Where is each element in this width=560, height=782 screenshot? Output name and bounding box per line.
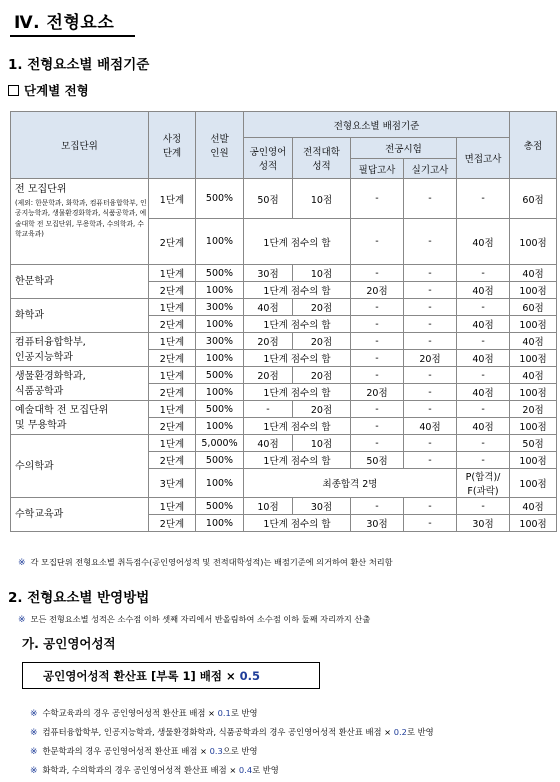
table-row bbox=[11, 333, 557, 350]
header-transfer: 전적대학 성적 bbox=[293, 138, 351, 179]
conversion-suffix: 로 반영 bbox=[252, 765, 279, 775]
conversion-text: 화학과, 수의학과의 경우 공인영어성적 환산표 배점 × bbox=[42, 765, 239, 775]
conversion-suffix: 로 반영 bbox=[406, 727, 434, 737]
total-cell: 40점 bbox=[510, 367, 557, 384]
asterisk-icon: ※ bbox=[18, 558, 26, 568]
practical-cell: - bbox=[404, 452, 457, 469]
table-row bbox=[11, 265, 557, 282]
total-cell: 100점 bbox=[510, 350, 557, 367]
total-cell: 40점 bbox=[510, 333, 557, 350]
stage-cell: 1단계 bbox=[149, 333, 196, 350]
header-english: 공인영어 성적 bbox=[244, 138, 293, 179]
interview-cell: - bbox=[457, 452, 510, 469]
conversion-suffix: 으로 반영 bbox=[222, 746, 258, 756]
unit-cell: 전 모집단위 (제외: 한문학과, 화학과, 컴퓨터융합학부, 인공지능학과, 생물환경화학과, 식품공학과, 예술대학 전 모집단위, 무용학과, 수의학과, 수학교육과) bbox=[11, 179, 149, 265]
table-footnote bbox=[18, 557, 393, 568]
conversion-item bbox=[30, 761, 556, 780]
transfer-cell: 10점 bbox=[293, 265, 351, 282]
practical-cell: - bbox=[404, 333, 457, 350]
total-cell: 60점 bbox=[510, 299, 557, 316]
interview-cell: - bbox=[457, 265, 510, 282]
stage-cell: 3단계 bbox=[149, 469, 196, 498]
interview-cell: 40점 bbox=[457, 219, 510, 265]
written-cell: - bbox=[351, 401, 404, 418]
table-row bbox=[11, 401, 557, 418]
written-cell: 50점 bbox=[351, 452, 404, 469]
total-cell: 50점 bbox=[510, 435, 557, 452]
interview-cell: - bbox=[457, 435, 510, 452]
header-written: 필답고사 bbox=[351, 159, 404, 179]
ratio-cell: 500% bbox=[196, 401, 244, 418]
heading-underline bbox=[10, 35, 135, 37]
english-cell: 50점 bbox=[244, 179, 293, 219]
conversion-text: 한문학과의 경우 공인영어성적 환산표 배점 × bbox=[42, 746, 210, 756]
transfer-cell: 20점 bbox=[293, 333, 351, 350]
total-cell: 100점 bbox=[510, 384, 557, 401]
stage-sum-cell: 1단계 점수의 합 bbox=[244, 350, 351, 367]
transfer-cell: 30점 bbox=[293, 498, 351, 515]
english-cell: 40점 bbox=[244, 435, 293, 452]
unit-cell: 수학교육과 bbox=[11, 498, 149, 532]
practical-cell: - bbox=[404, 282, 457, 299]
total-cell: 100점 bbox=[510, 418, 557, 435]
transfer-cell: 10점 bbox=[293, 179, 351, 219]
stage-sum-cell: 1단계 점수의 합 bbox=[244, 219, 351, 265]
formula-text: 공인영어성적 환산표 [부록 1] 배점 × bbox=[43, 669, 236, 683]
interview-cell: 40점 bbox=[457, 282, 510, 299]
ratio-cell: 100% bbox=[196, 282, 244, 299]
conversion-text: 컴퓨터융합학부, 인공지능학과, 생물환경화학과, 식품공학과의 경우 공인영어성적 환산표 배점 × bbox=[42, 727, 394, 737]
stage-sum-cell: 1단계 점수의 합 bbox=[244, 316, 351, 333]
interview-cell: P(합격)/ F(과락) bbox=[457, 469, 510, 498]
asterisk-icon: ※ bbox=[18, 615, 26, 625]
conversion-factor: 0.3 bbox=[209, 746, 223, 756]
written-cell: 20점 bbox=[351, 384, 404, 401]
english-cell: 30점 bbox=[244, 265, 293, 282]
conversion-list bbox=[30, 704, 556, 780]
practical-cell: - bbox=[404, 515, 457, 532]
ratio-cell: 500% bbox=[196, 367, 244, 384]
table-row bbox=[11, 179, 557, 219]
conversion-factor: 0.2 bbox=[393, 727, 407, 737]
rounding-note-text: 모든 전형요소별 성적은 소수점 이하 셋째 자리에서 반올림하여 소수점 이하 둘째 자리까지 산출 bbox=[30, 614, 371, 624]
unit-exclusion-note: (제외: 한문학과, 화학과, 컴퓨터융합학부, 인공지능학과, 생물환경화학과, 식품공학과, 예술대학 전 모집단위, 무용학과, 수의학과, 수학교육과) bbox=[15, 199, 147, 239]
ratio-cell: 100% bbox=[196, 469, 244, 498]
unit-cell: 한문학과 bbox=[11, 265, 149, 299]
total-cell: 100점 bbox=[510, 515, 557, 532]
header-major-exam: 전공시험 bbox=[351, 138, 457, 159]
footnote-text: 각 모집단위 전형요소별 취득점수(공인영어성적 및 전적대학성적)는 배점기준에 의거하여 환산 처리함 bbox=[30, 557, 393, 567]
written-cell: - bbox=[351, 367, 404, 384]
section-2-title: 2. 전형요소별 반영방법 bbox=[8, 590, 150, 606]
interview-cell: 40점 bbox=[457, 418, 510, 435]
ratio-cell: 500% bbox=[196, 452, 244, 469]
formula-value: 0.5 bbox=[239, 669, 260, 683]
written-cell: - bbox=[351, 299, 404, 316]
interview-cell: 40점 bbox=[457, 350, 510, 367]
conversion-item bbox=[30, 704, 556, 723]
header-criteria: 전형요소별 배점기준 bbox=[244, 112, 510, 138]
ratio-cell: 300% bbox=[196, 299, 244, 316]
header-total: 총점 bbox=[510, 112, 557, 179]
subsection-title bbox=[8, 81, 89, 99]
stage-cell: 2단계 bbox=[149, 350, 196, 367]
stage-cell: 2단계 bbox=[149, 452, 196, 469]
transfer-cell: 10점 bbox=[293, 435, 351, 452]
ratio-cell: 100% bbox=[196, 515, 244, 532]
practical-cell: - bbox=[404, 316, 457, 333]
chapter-heading: Ⅳ. 전형요소 bbox=[14, 13, 115, 33]
ratio-cell: 100% bbox=[196, 418, 244, 435]
interview-cell: - bbox=[457, 498, 510, 515]
practical-cell: - bbox=[404, 367, 457, 384]
square-bullet-icon bbox=[8, 85, 19, 96]
practical-cell: - bbox=[404, 299, 457, 316]
transfer-cell: 20점 bbox=[293, 299, 351, 316]
written-cell: - bbox=[351, 418, 404, 435]
interview-cell: - bbox=[457, 367, 510, 384]
stage-sum-cell: 1단계 점수의 합 bbox=[244, 418, 351, 435]
unit-cell: 예술대학 전 모집단위 및 무용학과 bbox=[11, 401, 149, 435]
unit-cell: 생물환경화학과, 식품공학과 bbox=[11, 367, 149, 401]
english-cell: - bbox=[244, 401, 293, 418]
written-cell: - bbox=[351, 333, 404, 350]
final-pass-cell: 최종합격 2명 bbox=[244, 469, 457, 498]
transfer-cell: 20점 bbox=[293, 367, 351, 384]
total-cell: 40점 bbox=[510, 265, 557, 282]
ratio-cell: 500% bbox=[196, 179, 244, 219]
ratio-cell: 100% bbox=[196, 384, 244, 401]
practical-cell: - bbox=[404, 265, 457, 282]
english-cell: 40점 bbox=[244, 299, 293, 316]
interview-cell: - bbox=[457, 333, 510, 350]
ratio-cell: 500% bbox=[196, 265, 244, 282]
stage-cell: 1단계 bbox=[149, 401, 196, 418]
stage-cell: 1단계 bbox=[149, 299, 196, 316]
written-cell: - bbox=[351, 498, 404, 515]
header-practical: 실기고사 bbox=[404, 159, 457, 179]
written-cell: - bbox=[351, 265, 404, 282]
conversion-factor: 0.4 bbox=[238, 765, 253, 775]
header-interview: 면접고사 bbox=[457, 138, 510, 179]
stage-cell: 2단계 bbox=[149, 384, 196, 401]
transfer-cell: 20점 bbox=[293, 401, 351, 418]
asterisk-icon: ※ bbox=[30, 766, 38, 776]
rounding-note bbox=[18, 614, 370, 625]
conversion-text: 수학교육과의 경우 공인영어성적 환산표 배점 × bbox=[42, 708, 218, 718]
header-stage: 사정 단계 bbox=[149, 112, 196, 179]
ratio-cell: 100% bbox=[196, 350, 244, 367]
stage-cell: 2단계 bbox=[149, 515, 196, 532]
stage-sum-cell: 1단계 점수의 합 bbox=[244, 515, 351, 532]
ratio-cell: 100% bbox=[196, 316, 244, 333]
ratio-cell: 500% bbox=[196, 498, 244, 515]
interview-cell: 30점 bbox=[457, 515, 510, 532]
section-1-title: 1. 전형요소별 배점기준 bbox=[8, 57, 150, 73]
interview-cell: - bbox=[457, 299, 510, 316]
written-cell: - bbox=[351, 350, 404, 367]
stage-cell: 1단계 bbox=[149, 367, 196, 384]
stage-cell: 1단계 bbox=[149, 179, 196, 219]
unit-cell: 컴퓨터융합학부, 인공지능학과 bbox=[11, 333, 149, 367]
total-cell: 100점 bbox=[510, 219, 557, 265]
total-cell: 100점 bbox=[510, 452, 557, 469]
total-cell: 100점 bbox=[510, 316, 557, 333]
written-cell: - bbox=[351, 219, 404, 265]
unit-cell: 화학과 bbox=[11, 299, 149, 333]
practical-cell: 20점 bbox=[404, 350, 457, 367]
scoring-table bbox=[10, 111, 557, 532]
practical-cell: - bbox=[404, 401, 457, 418]
stage-sum-cell: 1단계 점수의 합 bbox=[244, 452, 351, 469]
written-cell: 30점 bbox=[351, 515, 404, 532]
total-cell: 60점 bbox=[510, 179, 557, 219]
english-cell: 20점 bbox=[244, 333, 293, 350]
total-cell: 40점 bbox=[510, 498, 557, 515]
total-cell: 20점 bbox=[510, 401, 557, 418]
conversion-suffix: 로 반영 bbox=[230, 708, 258, 718]
conversion-item bbox=[30, 742, 556, 761]
formula-box bbox=[22, 662, 320, 689]
interview-cell: - bbox=[457, 401, 510, 418]
written-cell: - bbox=[351, 435, 404, 452]
english-cell: 20점 bbox=[244, 367, 293, 384]
header-ratio: 선발 인원 bbox=[196, 112, 244, 179]
unit-cell: 수의학과 bbox=[11, 435, 149, 498]
practical-cell: - bbox=[404, 435, 457, 452]
practical-cell: - bbox=[404, 219, 457, 265]
stage-cell: 2단계 bbox=[149, 282, 196, 299]
ratio-cell: 100% bbox=[196, 219, 244, 265]
stage-sum-cell: 1단계 점수의 합 bbox=[244, 282, 351, 299]
practical-cell: - bbox=[404, 498, 457, 515]
asterisk-icon: ※ bbox=[30, 709, 38, 719]
practical-cell: 40점 bbox=[404, 418, 457, 435]
interview-cell: 40점 bbox=[457, 316, 510, 333]
asterisk-icon: ※ bbox=[30, 747, 38, 757]
practical-cell: - bbox=[404, 179, 457, 219]
ratio-cell: 300% bbox=[196, 333, 244, 350]
stage-cell: 2단계 bbox=[149, 316, 196, 333]
stage-cell: 1단계 bbox=[149, 265, 196, 282]
ratio-cell: 5,000% bbox=[196, 435, 244, 452]
asterisk-icon: ※ bbox=[30, 728, 38, 738]
stage-cell: 2단계 bbox=[149, 418, 196, 435]
interview-cell: - bbox=[457, 179, 510, 219]
stage-cell: 1단계 bbox=[149, 435, 196, 452]
table-row bbox=[11, 299, 557, 316]
interview-cell: 40점 bbox=[457, 384, 510, 401]
table-row bbox=[11, 367, 557, 384]
conversion-item bbox=[30, 723, 556, 742]
stage-sum-cell: 1단계 점수의 합 bbox=[244, 384, 351, 401]
total-cell: 100점 bbox=[510, 282, 557, 299]
written-cell: - bbox=[351, 179, 404, 219]
header-unit: 모집단위 bbox=[11, 112, 149, 179]
english-cell: 10점 bbox=[244, 498, 293, 515]
subsection-label: 단계별 전형 bbox=[24, 83, 89, 98]
practical-cell: - bbox=[404, 384, 457, 401]
total-cell: 100점 bbox=[510, 469, 557, 498]
stage-cell: 2단계 bbox=[149, 219, 196, 265]
stage-cell: 1단계 bbox=[149, 498, 196, 515]
table-row bbox=[11, 112, 557, 138]
table-row bbox=[11, 498, 557, 515]
written-cell: - bbox=[351, 316, 404, 333]
conversion-factor: 0.1 bbox=[217, 708, 231, 718]
table-row bbox=[11, 435, 557, 452]
written-cell: 20점 bbox=[351, 282, 404, 299]
subsection-english-title: 가. 공인영어성적 bbox=[22, 636, 116, 651]
